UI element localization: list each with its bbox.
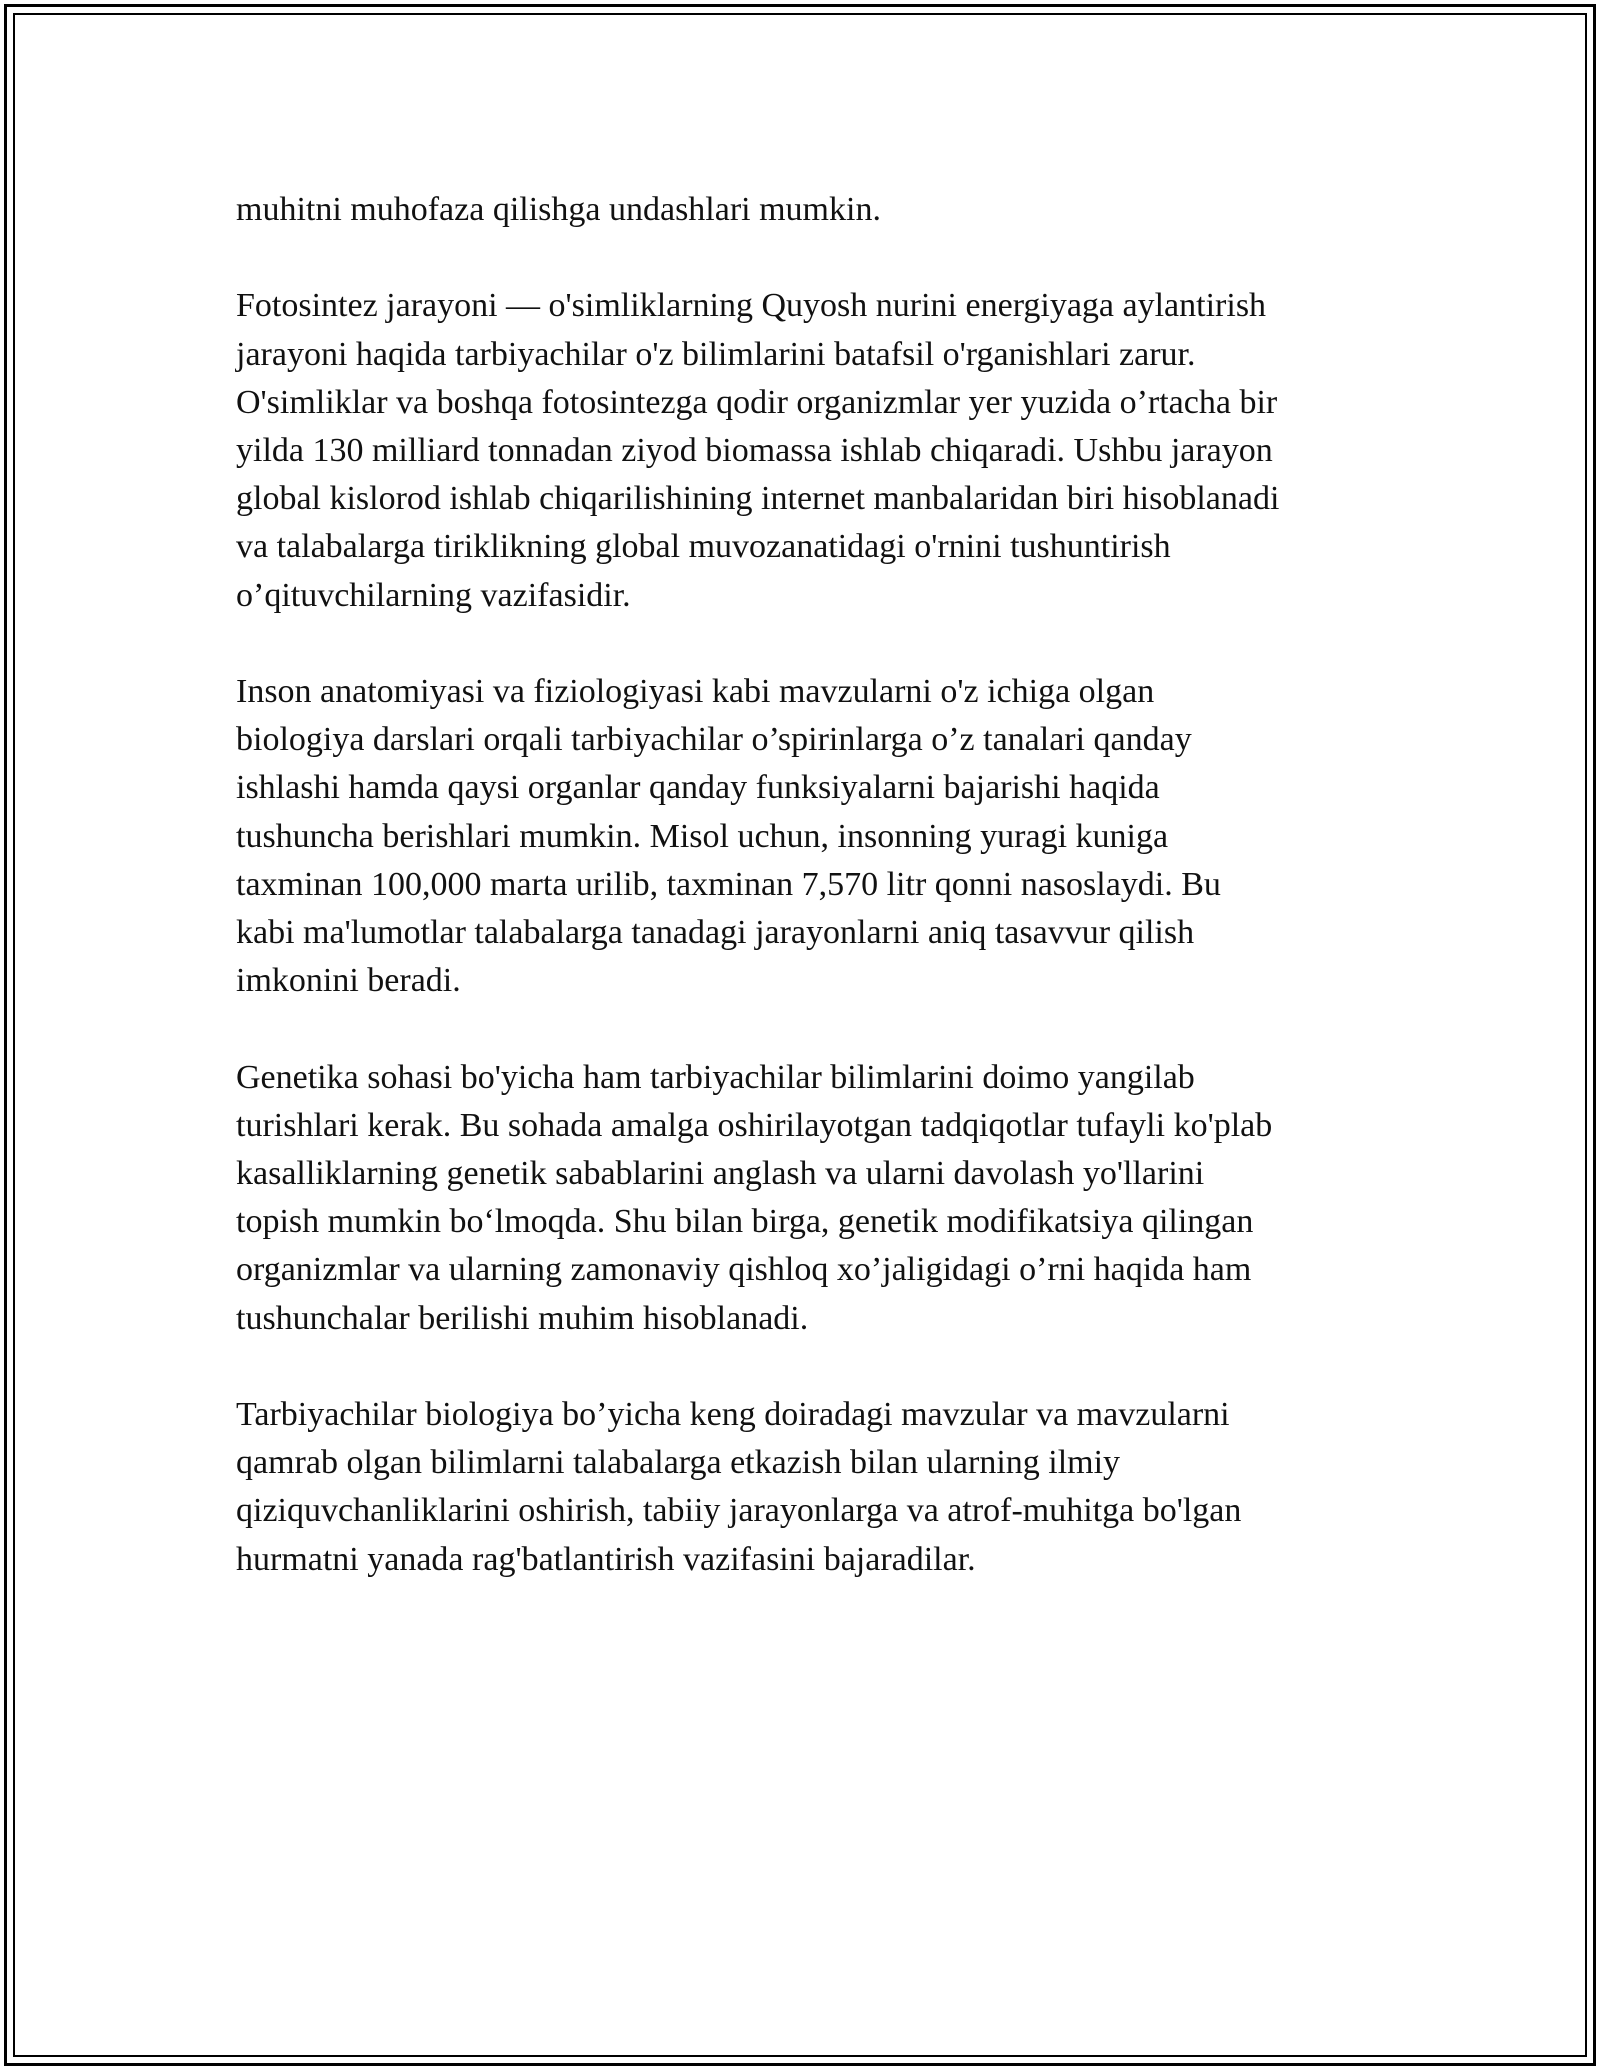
text-line: yilda 130 milliard tonnadan ziyod biomassa ishlab chiqaradi. Ushbu jarayon (236, 432, 1273, 469)
text-line: global kislorod ishlab chiqarilishining internet manbalaridan biri hisoblanadi (236, 480, 1280, 518)
text-line: taxminan 100,000 marta urilib, taxminan 7,570 litr qonni nasoslaydi. Bu (236, 865, 1221, 903)
paragraph-1 (236, 186, 1376, 234)
text-line: Tarbiyachilar biologiya bo’yicha keng doiradagi mavzular va mavzularni (236, 1396, 1230, 1434)
text-line: turishlari kerak. Bu sohada amalga oshirilayotgan tadqiqotlar tufayli ko'plab (236, 1106, 1273, 1144)
text-line: Inson anatomiyasi va fiziologiyasi kabi mavzularni o'z ichiga olgan (236, 673, 1155, 710)
text-line: Genetika sohasi bo'yicha ham tarbiyachilar bilimlarini doimo yangilab (236, 1058, 1195, 1096)
text-line: topish mumkin bo‘lmoqda. Shu bilan birga, genetik modifikatsiya qilingan (236, 1203, 1254, 1241)
text-line: ishlashi hamda qaysi organlar qanday funksiyalarni bajarishi haqida (236, 769, 1160, 807)
text-line: kabi ma'lumotlar talabalarga tanadagi jarayonlarni aniq tasavvur qilish (236, 914, 1195, 952)
text-line: biologiya darslari orqali tarbiyachilar o’spirinlarga o’z tanalari qanday (236, 721, 1192, 759)
text-line: imkonini beradi. (236, 962, 461, 1000)
text-line: organizmlar va ularning zamonaviy qishloq xo’jaligidagi o’rni haqida ham (236, 1251, 1252, 1289)
paragraph-2 (236, 282, 1376, 619)
paragraph-4 (236, 1054, 1376, 1343)
text-line: tushuncha berishlari mumkin. Misol uchun, insonning yuragi kuniga (236, 817, 1169, 855)
text-line: va talabalarga tiriklikning global muvozanatidagi o'rnini tushuntirish (236, 528, 1171, 566)
text-line: kasalliklarning genetik sabablarini anglash va ularni davolash yo'llarini (236, 1155, 1205, 1193)
text-line: tushunchalar berilishi muhim hisoblanadi. (236, 1299, 809, 1337)
text-line: O'simliklar va boshqa fotosintezga qodir organizmlar yer yuzida o’rtacha bir (236, 383, 1278, 421)
text-line: qiziquvchanliklarini oshirish, tabiiy jarayonlarga va atrof-muhitga bo'lgan (236, 1492, 1242, 1530)
document-body (236, 186, 1376, 1632)
text-line: hurmatni yanada rag'batlantirish vazifasini bajaradilar. (236, 1540, 976, 1578)
text-line: muhitni muhofaza qilishga undashlari mumkin. (236, 191, 881, 228)
text-line: qamrab olgan bilimlarni talabalarga etkazish bilan ularning ilmiy (236, 1444, 1121, 1482)
text-line: o’qituvchilarning vazifasidir. (236, 576, 631, 614)
paragraph-3 (236, 668, 1376, 1005)
text-line: jarayoni haqida tarbiyachilar o'z bilimlarini batafsil o'rganishlari zarur. (236, 335, 1196, 373)
text-line: Fotosintez jarayoni — o'simliklarning Quyosh nurini energiyaga aylantirish (236, 287, 1267, 325)
paragraph-5 (236, 1391, 1376, 1584)
